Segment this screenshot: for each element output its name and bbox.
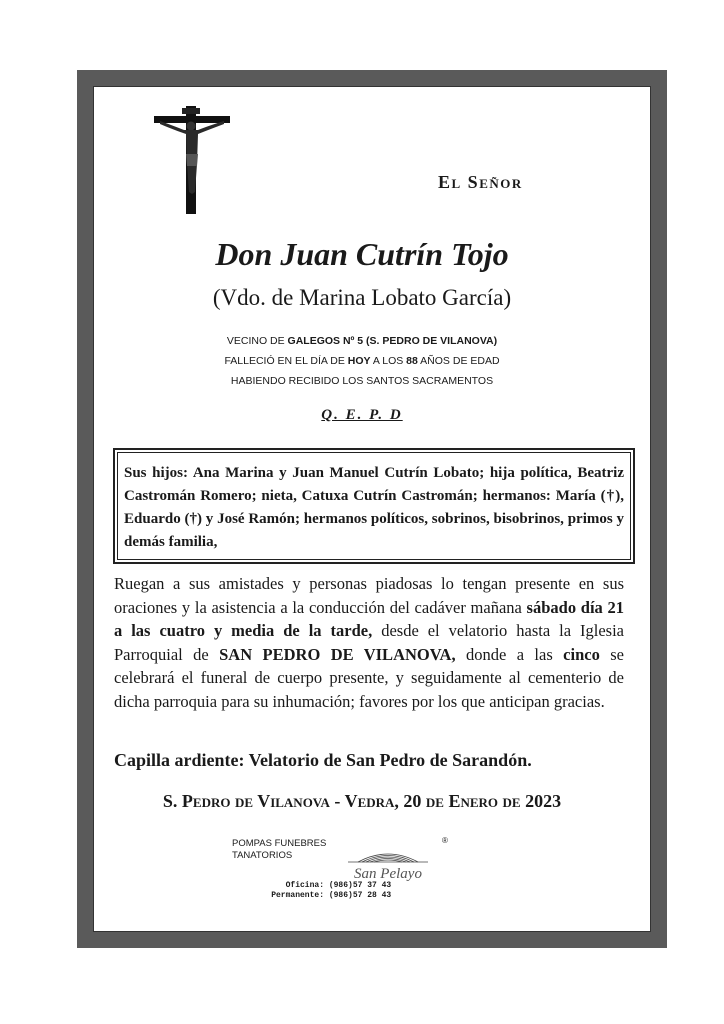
funeral-home-name (232, 838, 326, 862)
logo-text: San Pelayo (354, 866, 422, 882)
qepd-label: Q. E. P. D (321, 407, 403, 423)
family-box (113, 448, 635, 564)
crucifix-icon (152, 104, 232, 216)
funeral-home-line-1: POMPAS FUNEBRES (232, 838, 327, 849)
details-line-3: HABIENDO RECIBIDO LOS SANTOS SACRAMENTOS (230, 375, 494, 387)
deceased-name: Don Juan Cutrín Tojo (215, 236, 509, 272)
permanent-phone: Permanente: (986)57 28 43 (271, 891, 392, 900)
details-line-1: VECINO DE GALEGOS Nº 5 (S. PEDRO DE VILANOVA) (226, 335, 498, 347)
place-date: S. Pedro de Vilanova - Vedra, 20 de Enero de 2023 (162, 791, 562, 811)
chapel-text: Capilla ardiente: Velatorio de San Pedro de Sarandón. (114, 750, 532, 770)
widow-of: (Vdo. de Marina Lobato García) (212, 285, 512, 310)
office-phone: Oficina: (986)57 37 43 (285, 881, 392, 890)
details-line-2: FALLECIÓ EN EL DÍA DE HOY A LOS 88 AÑOS DE EDAD (224, 355, 500, 367)
phone-block (262, 881, 391, 901)
funeral-home-line-2: TANATORIOS (232, 850, 293, 861)
family-text: Sus hijos: Ana Marina y Juan Manuel Cutrín Lobato; hija política, Beatriz Castromán Romero; nieta, Catuxa Cutrín Castromán; hermanos: María (†), Eduardo (†) y José Ramón; hermanos políticos, sobrinos, bisobrinos, primos y demás familia, (117, 452, 631, 560)
registered-mark: ® (442, 836, 448, 845)
details-block (0, 331, 724, 391)
invitation-text: Ruegan a sus amistades y personas piadosas lo tengan presente en sus oraciones y la asistencia a la conducción del cadáver mañana sábado día 21 a las cuatro y media de la tarde, desde el velatorio hasta la Iglesia Parroquial de SAN PEDRO DE VILANOVA, donde a las cinco se celebrará el funeral de cuerpo presente, y seguidamente al cementerio de dicha parroquia para su inhumación; favores por los que anticipan gracias. (114, 574, 624, 711)
heading-el-senor: El Señor (438, 172, 523, 192)
